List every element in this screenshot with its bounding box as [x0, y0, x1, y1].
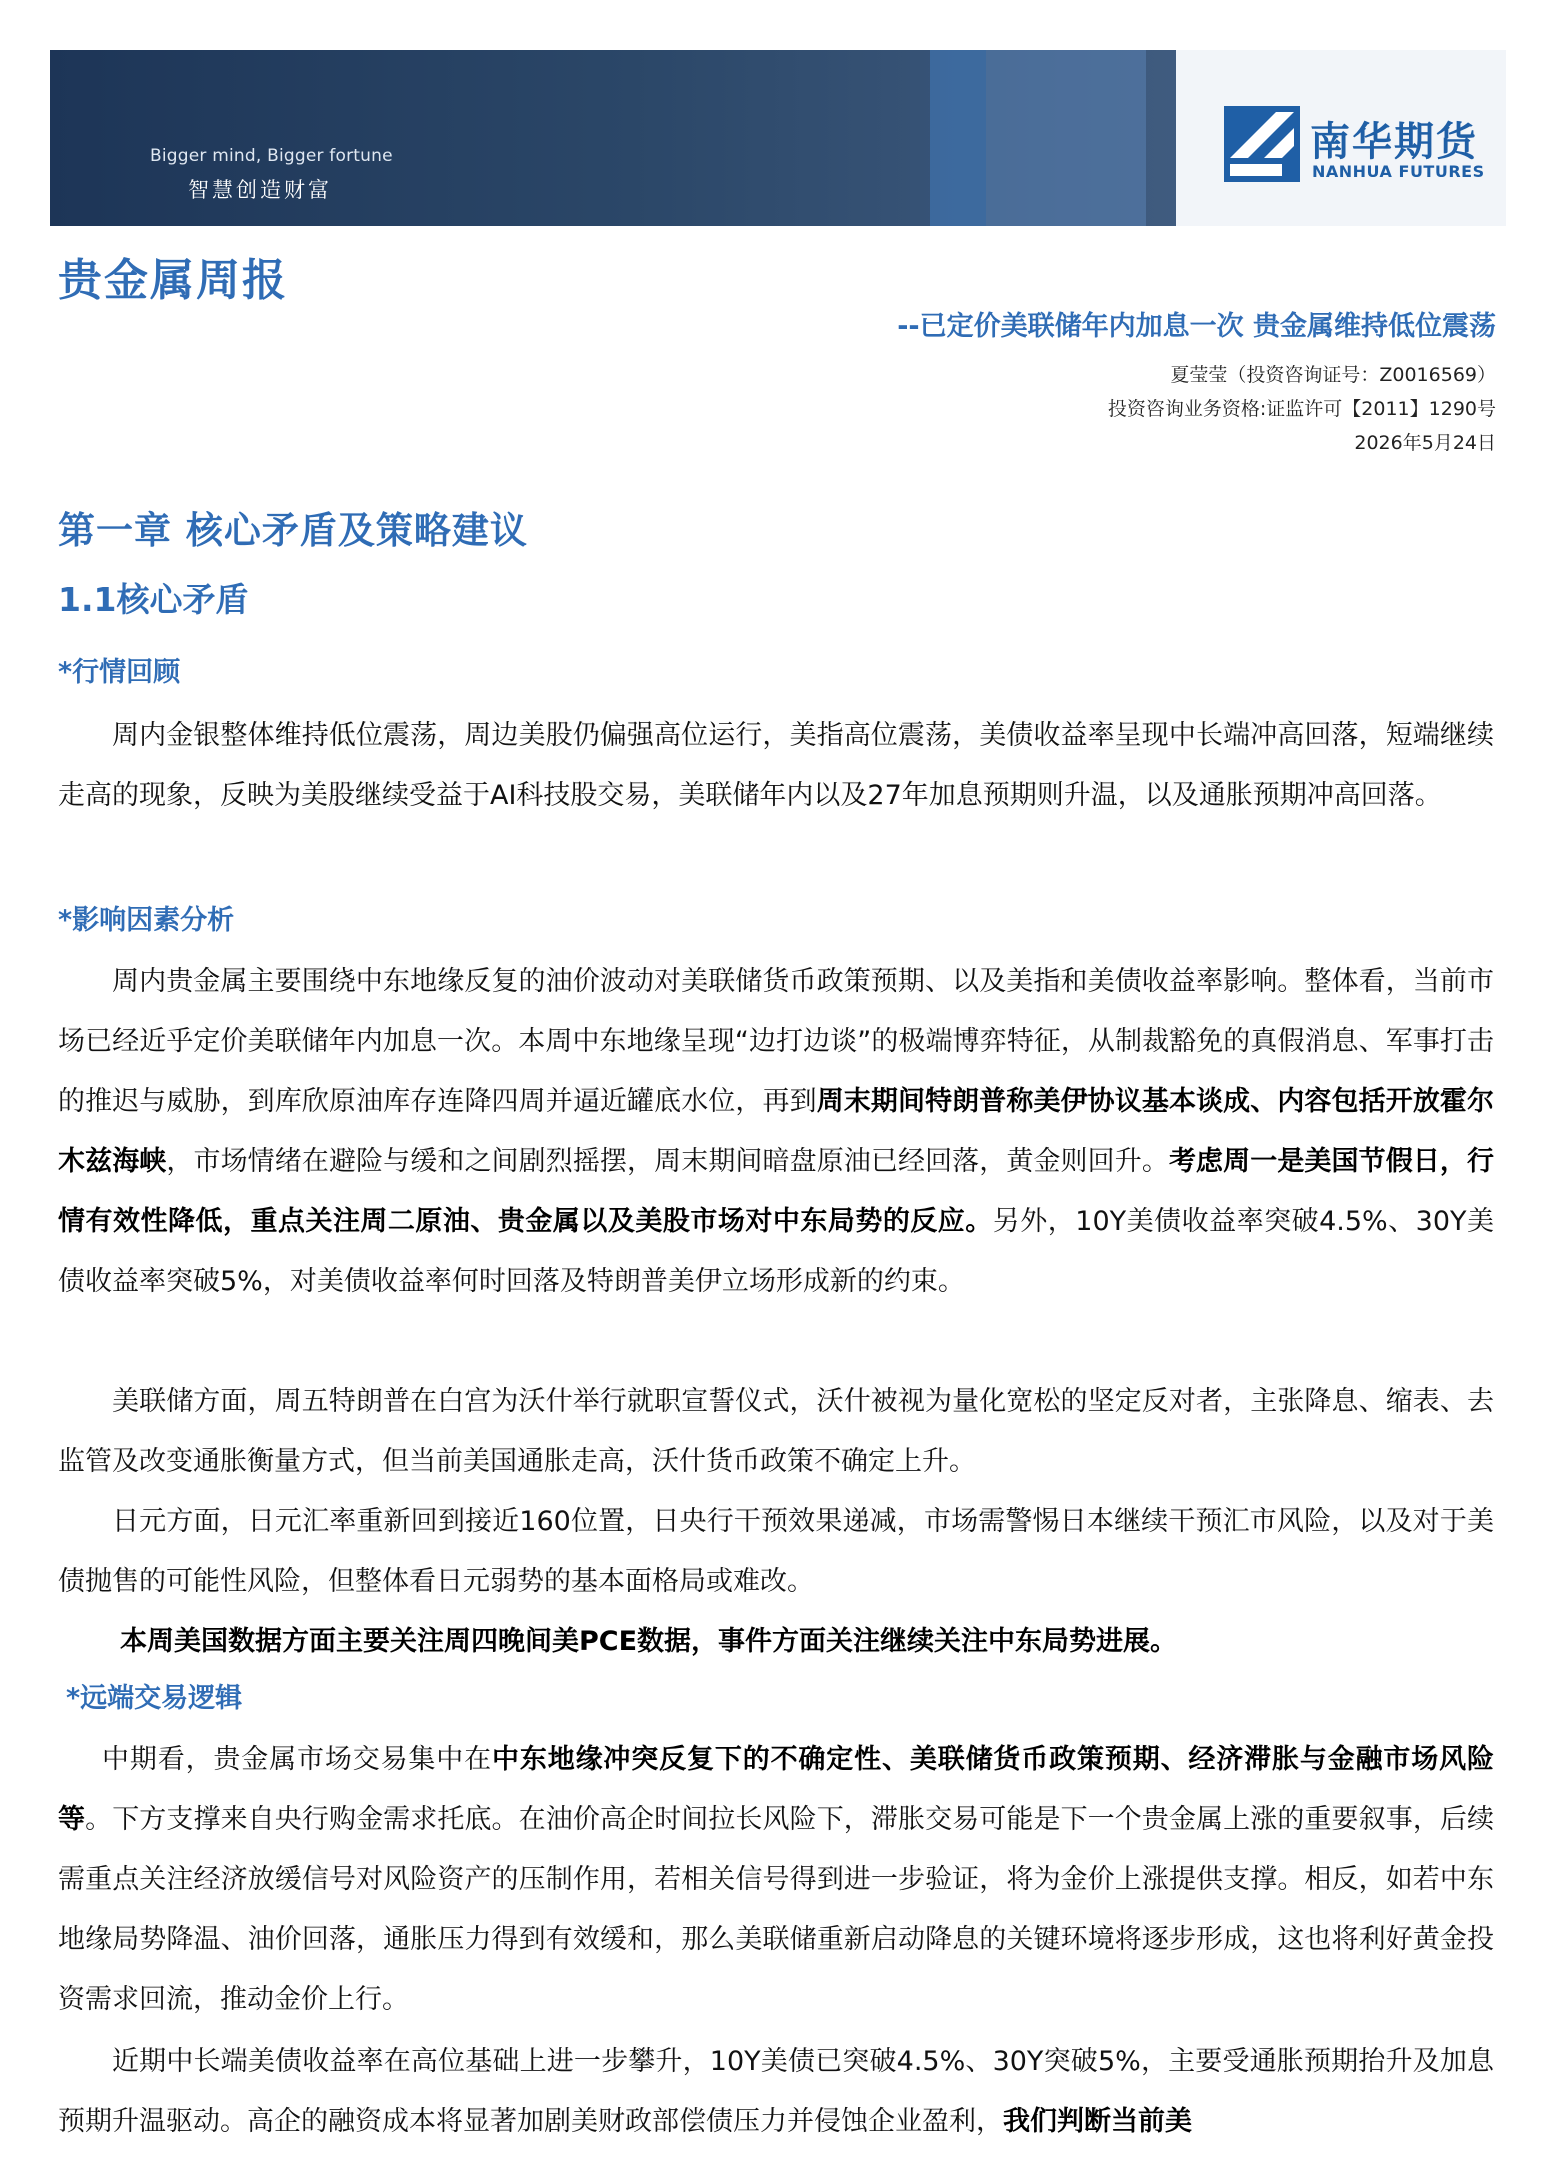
report-subtitle: --已定价美联储年内加息一次 贵金属维持低位震荡: [897, 311, 1496, 342]
weekly-focus-paragraph: [58, 1612, 1494, 1672]
text-run: 。下方支撑来自央行购金需求托底。在油价高企时间拉长风险下，滞胀交易可能是下一个贵金属上涨的重要叙事，后续需重点关注经济放缓信号对风险资产的压制作用，若相关信号得到进一步验证，将为金价上涨提供支撑。相反，如若中东地缘局势降温、油价回落，通胀压力得到有效缓和，那么美联储重新启动降息的关键环境将逐步形成，这也将利好黄金投资需求回流，推动金价上行。: [58, 1804, 1495, 2015]
treasury-yield-paragraph: [58, 2032, 1494, 2152]
long-term-paragraph: [58, 1730, 1494, 2030]
market-review-paragraph: 周内金银整体维持低位震荡，周边美股仍偏强高位运行，美指高位震荡，美债收益率呈现中长端冲高回落，短端继续走高的现象，反映为美股继续受益于AI科技股交易，美联储年内以及27年加息预期则升温，以及通胀预期冲高回落。: [58, 720, 1494, 811]
factor-analysis-heading: *影响因素分析: [58, 905, 235, 936]
bold-text-run: 周末期间特朗普称美伊协议基本谈成、内容包括开放霍尔木兹海峡: [58, 1086, 1495, 1177]
long-term-logic-heading: *远端交易逻辑: [66, 1683, 243, 1714]
tagline-chinese: 智慧创造财富: [188, 178, 332, 202]
bold-text-run: 本周美国数据方面主要关注周四晚间美PCE数据，事件方面关注继续关注中东局势进展。: [120, 1626, 1178, 1657]
factor-analysis-paragraph: [58, 952, 1494, 1312]
header-banner: [50, 50, 1506, 226]
license-line: 投资咨询业务资格:证监许可【2011】1290号: [1107, 398, 1496, 420]
logo-text-chinese: 南华期货: [1310, 119, 1478, 165]
logo-text-english: NANHUA FUTURES: [1312, 162, 1485, 181]
yen-paragraph: 日元方面，日元汇率重新回到接近160位置，日央行干预效果递减，市场需警惕日本继续干预汇市风险，以及对于美债抛售的可能性风险，但整体看日元弱势的基本面格局或难改。: [58, 1506, 1494, 1597]
text-run: 周内贵金属主要围绕中东地缘反复的油价波动对美联储货币政策预期、以及美指和美债收益率影响。整体看，当前市场已经近乎定价美联储年内加息一次。本周中东地缘呈现“边打边谈”的极端博弈特征，从制裁豁免的真假消息、军事打击的推迟与威胁，到库欣原油库存连降四周并逼近罐底水位，再到: [58, 966, 1494, 1117]
report-title: 贵金属周报: [58, 255, 288, 306]
report-date: 2026年5月24日: [1354, 432, 1496, 454]
author-line: 夏莹莹（投资咨询证号：Z0016569）: [1170, 364, 1496, 386]
market-review-heading: *行情回顾: [58, 657, 181, 688]
text-run: ，市场情绪在避险与缓和之间剧烈摇摆，周末期间暗盘原油已经回落，黄金则回升。: [166, 1146, 1169, 1177]
bold-text-run: 考虑周一是美国节假日，行情有效性降低，重点关注周二原油、贵金属以及美股市场对中东局势的反应。: [58, 1146, 1495, 1237]
chapter-title: 第一章 核心矛盾及策略建议: [58, 509, 528, 552]
tagline-english: Bigger mind, Bigger fortune: [150, 146, 393, 166]
banner-stripe-light: [986, 50, 1146, 226]
bold-text-run: 我们判断当前美: [1003, 2106, 1192, 2137]
company-logo: [1176, 50, 1506, 226]
fed-paragraph: 美联储方面，周五特朗普在白宫为沃什举行就职宣誓仪式，沃什被视为量化宽松的坚定反对者，主张降息、缩表、去监管及改变通胀衡量方式，但当前美国通胀走高，沃什货币政策不确定上升。: [58, 1386, 1494, 1477]
section-title: 1.1核心矛盾: [58, 580, 249, 619]
text-run: 另外，10Y美债收益率突破4.5%、30Y美债收益率突破5%，对美债收益率何时回落及特朗普美伊立场形成新的约束。: [58, 1206, 1495, 1297]
bold-text-run: 中东地缘冲突反复下的不确定性、美联储货币政策预期、经济滞胀与金融市场风险等: [58, 1744, 1494, 1835]
banner-stripe: [930, 50, 986, 226]
nanhua-logo-icon: [1224, 106, 1300, 182]
text-run: 中期看，贵金属市场交易集中在: [102, 1744, 492, 1775]
text-run: 近期中长端美债收益率在高位基础上进一步攀升，10Y美债已突破4.5%、30Y突破5%，主要受通胀预期抬升及加息预期升温驱动。高企的融资成本将显著加剧美财政部偿债压力并侵蚀企业盈利，: [58, 2046, 1494, 2137]
